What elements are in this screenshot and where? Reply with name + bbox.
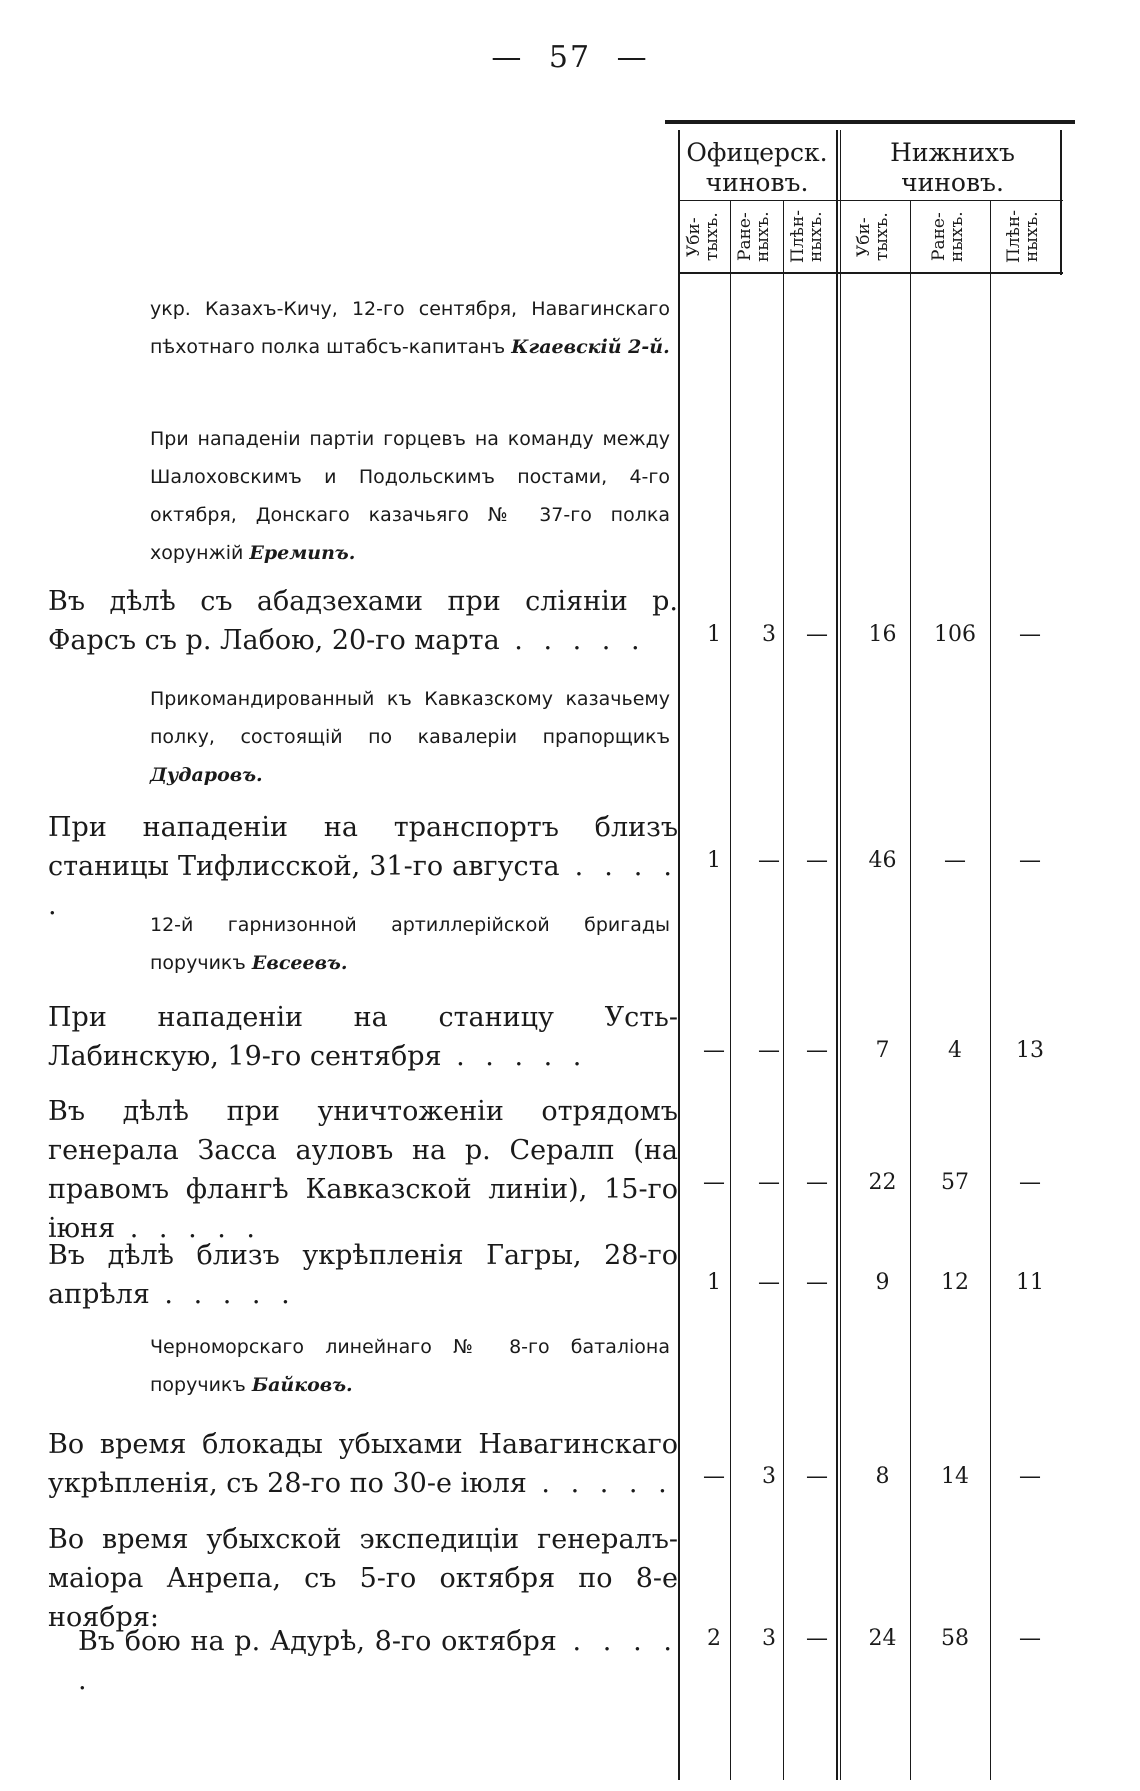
subheader-lower-killed: Уби- тыхъ. — [854, 212, 892, 262]
note-officer-name: Кгаевскій 2-й. — [511, 336, 670, 358]
cell-officers-killed: — — [703, 1038, 725, 1063]
cell-officers-killed: 1 — [707, 622, 721, 647]
table-top-rule — [665, 120, 1075, 124]
cell-officers-killed: 1 — [707, 848, 721, 873]
table-left-border — [678, 130, 680, 1780]
cell-officers-killed: — — [703, 1170, 725, 1195]
entry-text: Въ бою на р. Адурѣ, 8-го октября — [78, 1626, 557, 1657]
cell-lower-killed: 46 — [868, 848, 897, 873]
entry-text: Въ дѣлѣ съ абадзехами при сліяніи р. Фарсъ съ р. Лабою, 20-го марта — [48, 586, 678, 656]
note-text: укр. Казахъ-Кичу, 12-го сентября, Навагинскаго пѣхотнаго полка штабсъ-капитанъ — [150, 298, 670, 358]
cell-lower-captured: — — [1019, 1170, 1041, 1195]
cell-lower-killed: 16 — [868, 622, 897, 647]
table-header-rule — [678, 272, 1063, 274]
cell-officers-wounded: 3 — [762, 1626, 776, 1651]
page-dash-right: — — [616, 40, 649, 75]
cell-officers-killed: 2 — [707, 1626, 721, 1651]
note-officer-name: Дударовъ. — [150, 764, 263, 786]
note-officer-name: Евсеевъ. — [251, 952, 348, 974]
entry-text: При нападеніи на транспортъ близъ станицы Тифлисской, 31-го августа — [48, 812, 678, 882]
subheader-officers-captured: Плѣн- ныхъ. — [788, 210, 826, 264]
entry-gagry — [48, 1236, 678, 1314]
leader-dots: . . . . . — [115, 1213, 261, 1244]
header-officers: Офицерск. чиновъ. — [686, 138, 828, 197]
note-evseev — [150, 906, 670, 982]
cell-lower-wounded: 58 — [941, 1626, 969, 1651]
entry-ust-labinskaya — [48, 998, 678, 1076]
col-divider-4 — [910, 200, 911, 1780]
entry-text: Во время убыхской экспедиціи генералъ-маіора Анрепа, съ 5-го октября по 8-е ноября: — [48, 1524, 678, 1633]
cell-officers-killed: 1 — [707, 1270, 721, 1295]
entry-text: При нападеніи на станицу Усть-Лабинскую, 19-го сентября — [48, 1002, 678, 1072]
cell-officers-captured: — — [806, 1464, 828, 1489]
entry-text: Въ дѣлѣ близъ укрѣпленія Гагры, 28-го апрѣля — [48, 1240, 678, 1310]
leader-dots: . . . . . — [149, 1279, 296, 1310]
col-divider-5 — [990, 200, 991, 1780]
cell-lower-captured: — — [1019, 848, 1041, 873]
cell-lower-killed: 24 — [868, 1626, 897, 1651]
table-right-border — [1060, 130, 1062, 275]
cell-lower-wounded: 12 — [941, 1270, 969, 1295]
cell-lower-wounded: 4 — [948, 1038, 962, 1063]
col-divider-1 — [730, 200, 731, 1780]
subheader-officers-wounded: Ране- ныхъ. — [735, 211, 773, 263]
cell-officers-wounded: — — [758, 1270, 780, 1295]
cell-lower-captured: — — [1019, 622, 1041, 647]
col-divider-2 — [783, 200, 784, 1780]
note-baikov — [150, 1328, 670, 1404]
entry-text: Въ дѣлѣ при уничтоженіи отрядомъ генерала Засса ауловъ на р. Сералп (на правомъ флангѣ Кавказской линіи), 15-го іюня — [48, 1096, 678, 1244]
note-text: Прикомандированный къ Кавказскому казачьему полку, состоящій по кавалеріи прапорщикъ — [150, 688, 670, 748]
note-eremin — [150, 420, 670, 572]
note-dudarov — [150, 680, 670, 794]
entry-anrep-expedition — [48, 1520, 678, 1637]
cell-lower-captured: — — [1019, 1464, 1041, 1489]
header-lower-ranks: Нижнихъ чиновъ. — [890, 138, 1015, 197]
note-officer-name: Байковъ. — [251, 1374, 353, 1396]
cell-officers-captured: — — [806, 1038, 828, 1063]
leader-dots: . . . . . — [526, 1468, 673, 1499]
cell-officers-wounded: — — [758, 848, 780, 873]
page-number — [0, 40, 1140, 75]
cell-officers-wounded: 3 — [762, 1464, 776, 1489]
cell-lower-killed: 7 — [875, 1038, 890, 1063]
cell-lower-wounded: 14 — [941, 1464, 969, 1489]
cell-officers-captured: — — [806, 1170, 828, 1195]
cell-officers-wounded: — — [758, 1170, 780, 1195]
subheader-lower-wounded: Ране- ныхъ. — [929, 211, 967, 263]
entry-text: Во время блокады убыхами Навагинскаго укрѣпленія, съ 28-го по 30-е іюля — [48, 1429, 678, 1499]
entry-adur-battle — [48, 1622, 678, 1700]
note-kgaevsky — [150, 290, 670, 366]
leader-dots: . . . . . — [499, 625, 646, 656]
cell-officers-captured: — — [806, 848, 828, 873]
table-subheader-rule — [678, 200, 1063, 201]
cell-lower-captured: 13 — [1016, 1038, 1044, 1063]
subheader-officers-killed: Уби- тыхъ. — [684, 212, 722, 262]
note-text: 12-й гарнизонной артиллерійской бригады поручикъ — [150, 914, 670, 974]
note-officer-name: Еремипъ. — [249, 542, 356, 564]
entry-fars-laba — [48, 582, 678, 660]
note-text: Черноморскаго линейнаго № 8-го баталіона поручикъ — [150, 1336, 670, 1396]
cell-lower-wounded: 57 — [941, 1170, 969, 1195]
cell-officers-killed: — — [703, 1464, 725, 1489]
cell-officers-wounded: — — [758, 1038, 780, 1063]
entry-navaginskoe-blockade — [48, 1425, 678, 1503]
cell-lower-captured: 11 — [1016, 1270, 1044, 1295]
entry-zass-serali — [48, 1092, 678, 1248]
cell-officers-captured: — — [806, 1270, 828, 1295]
cell-lower-captured: — — [1019, 1626, 1041, 1651]
page-dash-left: — — [491, 40, 524, 75]
cell-officers-captured: — — [806, 1626, 828, 1651]
leader-dots: . . . . . — [78, 1626, 678, 1696]
note-text: При нападеніи партіи горцевъ на команду между Шалоховскимъ и Подольскимъ постами, 4-го октября, Донскаго казачьяго № 37-го полка хорунжій — [150, 428, 670, 564]
col-divider-group-b — [840, 130, 841, 1780]
subheader-lower-captured: Плѣн- ныхъ. — [1004, 210, 1042, 264]
cell-officers-captured: — — [806, 622, 828, 647]
cell-lower-killed: 22 — [868, 1170, 897, 1195]
cell-lower-wounded: — — [944, 848, 966, 873]
col-divider-group-a — [836, 130, 838, 1780]
page-number-value: 57 — [548, 40, 592, 75]
leader-dots: . . . . . — [441, 1041, 588, 1072]
leader-dots: . . . . . — [48, 851, 678, 921]
cell-lower-killed: 9 — [875, 1270, 890, 1295]
cell-lower-killed: 8 — [875, 1464, 890, 1489]
cell-officers-wounded: 3 — [762, 622, 776, 647]
cell-lower-wounded: 106 — [934, 622, 976, 647]
